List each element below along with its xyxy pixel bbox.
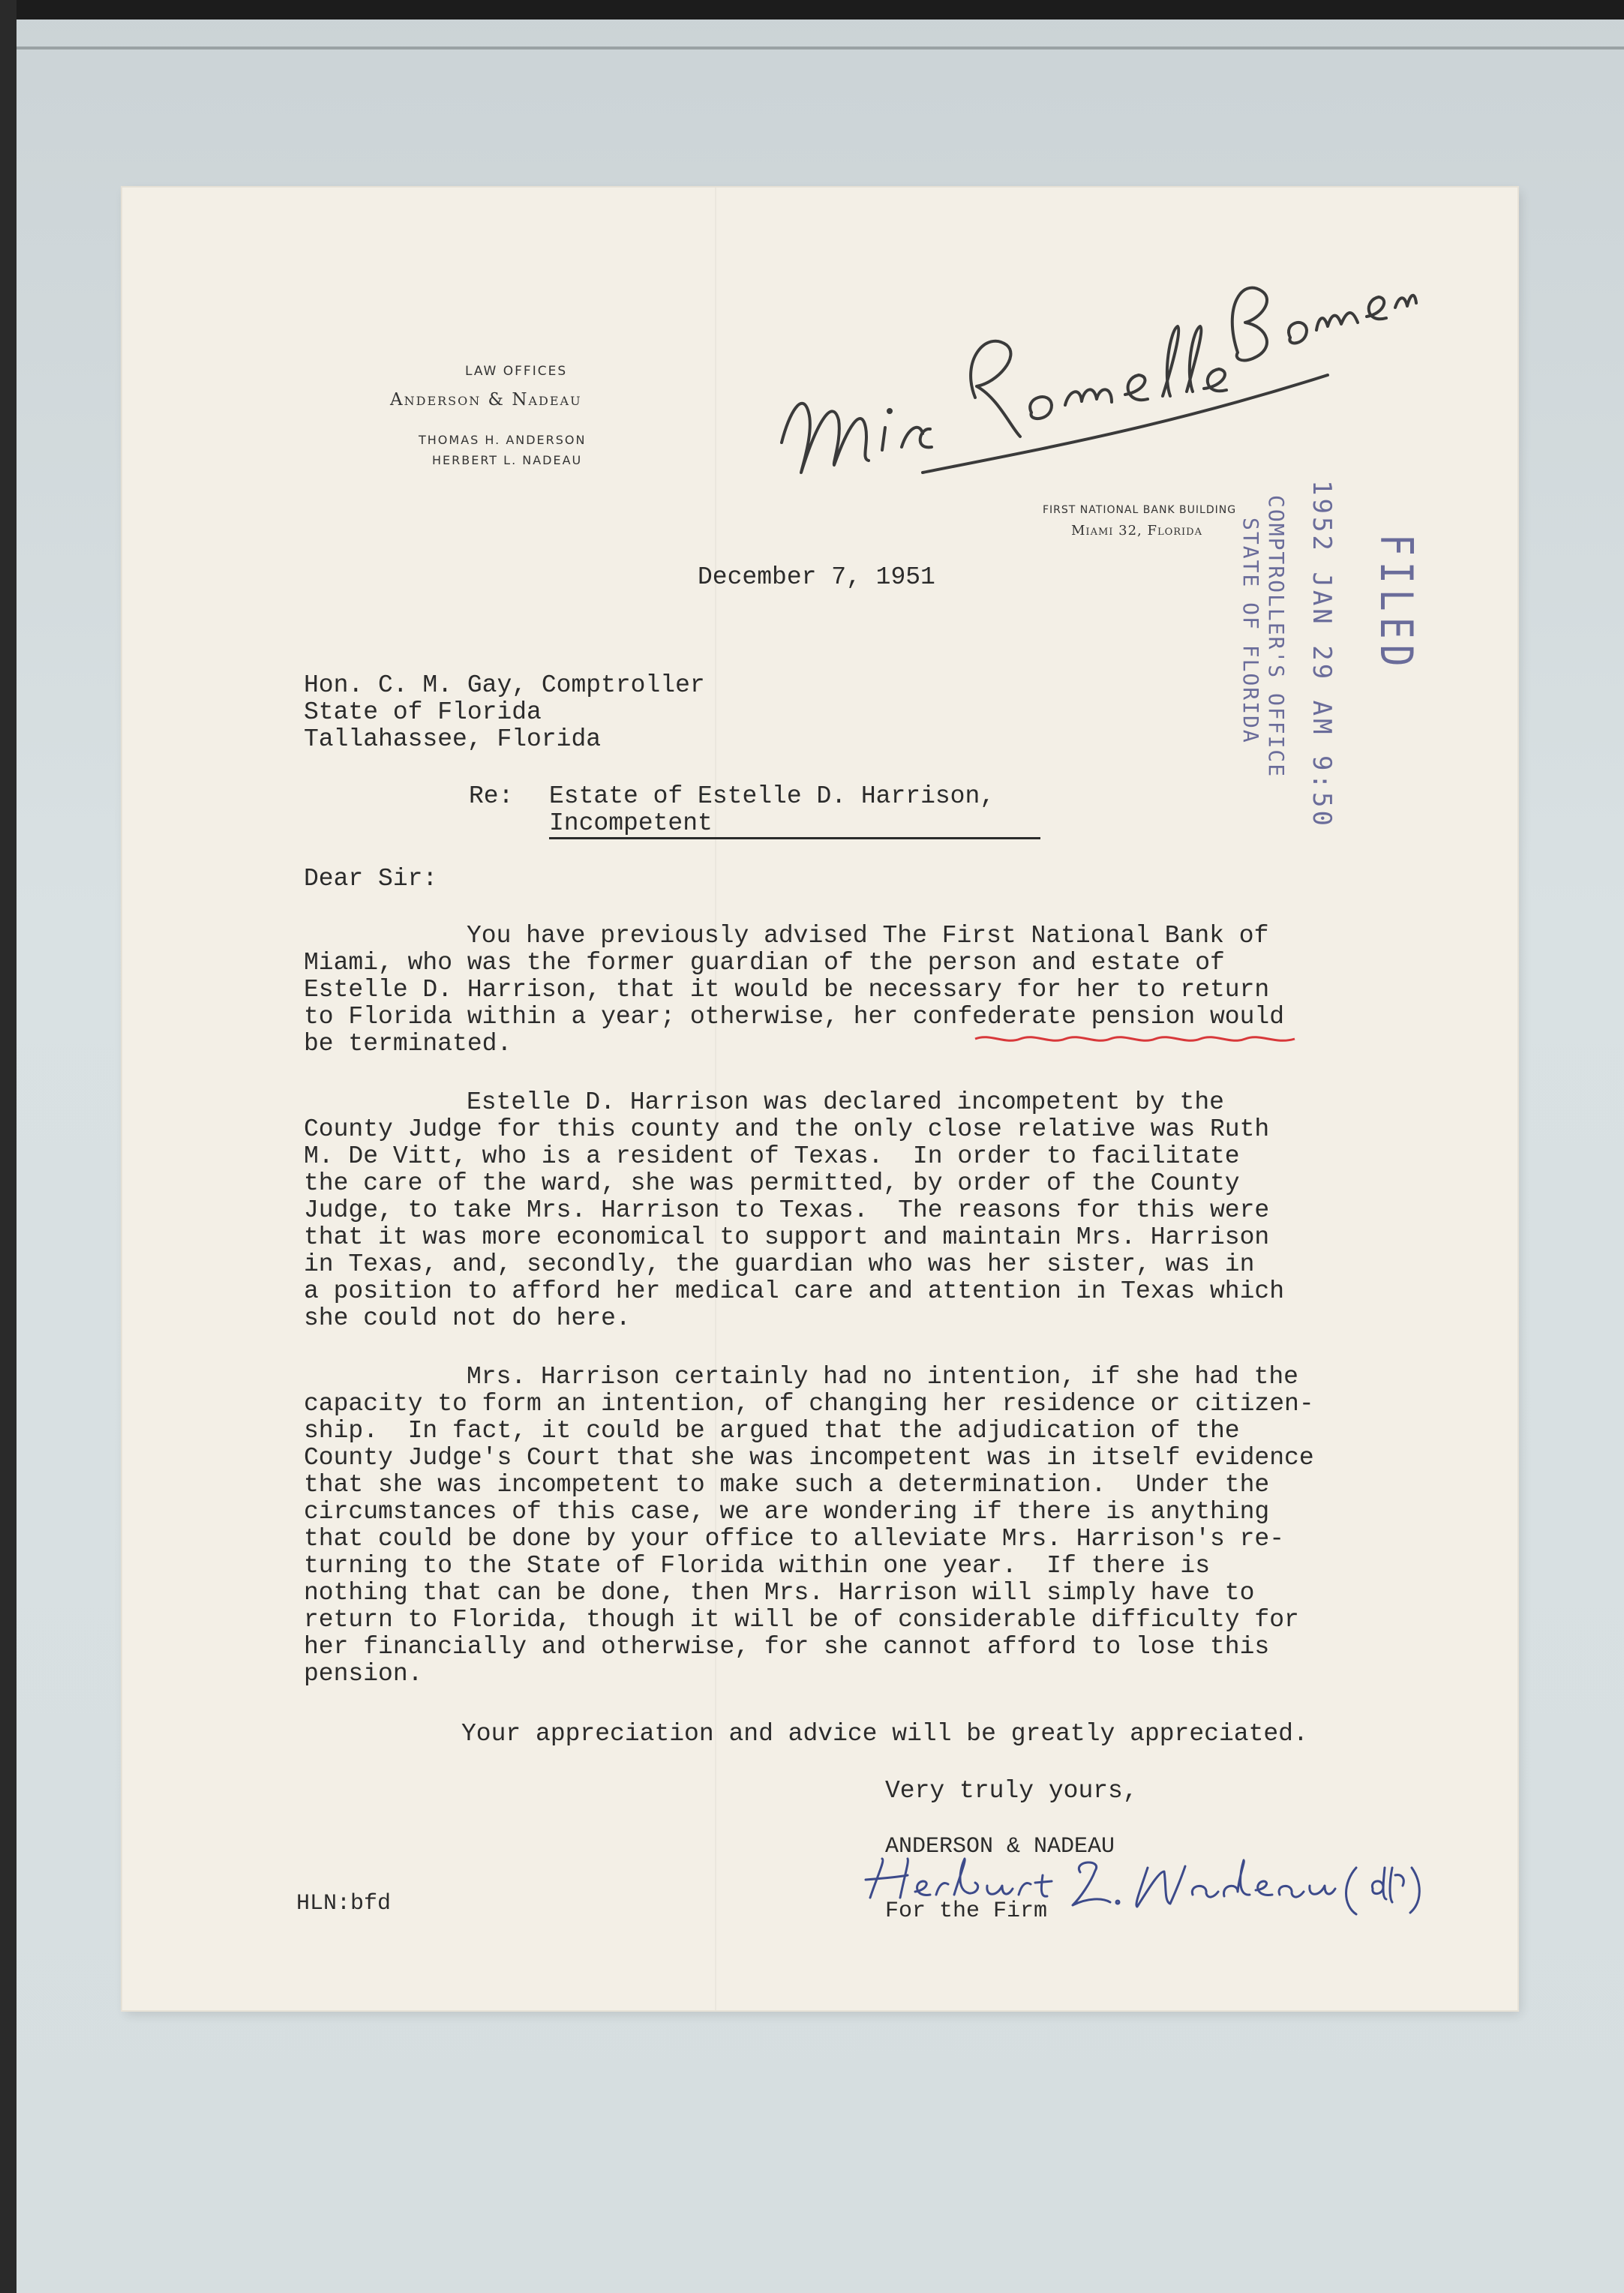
paragraph-3-line: ship. In fact, it could be argued that the adjudication of the (304, 1417, 1240, 1445)
paragraph-3-line: County Judge's Court that she was incompetent was in itself evidence (304, 1444, 1314, 1472)
firm-signature-block: ANDERSON & NADEAU (885, 1834, 1115, 1859)
addressee-line-1: Hon. C. M. Gay, Comptroller (304, 671, 705, 699)
scanner-top-edge (0, 0, 1624, 20)
paragraph-3-line: nothing that can be done, then Mrs. Harrison will simply have to (304, 1579, 1255, 1607)
paragraph-2-line: she could not do here. (304, 1304, 631, 1332)
paragraph-3-line: turning to the State of Florida within one year. If there is (304, 1552, 1210, 1580)
letter-date: December 7, 1951 (698, 563, 935, 591)
paragraph-3-line: circumstances of this case, we are wondering if there is anything (304, 1498, 1270, 1526)
paragraph-2-line: the care of the ward, she was permitted, by order of the County (304, 1169, 1240, 1197)
paragraph-3-line: her financially and otherwise, for she cannot afford to lose this (304, 1633, 1270, 1661)
handwritten-note (773, 225, 1418, 498)
letterhead-partner-2: HERBERT L. NADEAU (432, 453, 583, 467)
paragraph-1-line: Estelle D. Harrison, that it would be necessary for her to return (304, 976, 1270, 1004)
closing-sentence: Your appreciation and advice will be greatly appreciated. (461, 1720, 1308, 1748)
paragraph-3-line: that could be done by your office to alleviate Mrs. Harrison's re- (304, 1525, 1285, 1553)
re-line-1: Estate of Estelle D. Harrison, (549, 782, 995, 810)
addressee-line-2: State of Florida (304, 698, 542, 726)
valediction: Very truly yours, (885, 1777, 1138, 1805)
paragraph-1-line: to Florida within a year; otherwise, her confederate pension would (304, 1003, 1285, 1031)
letterhead-address-line-2: Miami 32, Florida (1071, 523, 1202, 539)
re-line-2: Incompetent (549, 809, 713, 837)
paragraph-2-line: Estelle D. Harrison was declared incompetent by the (467, 1088, 1224, 1116)
paragraph-1-line: Miami, who was the former guardian of the person and estate of (304, 949, 1225, 977)
scanner-guide-line (17, 47, 1624, 50)
letterhead-law-offices: LAW OFFICES (465, 364, 568, 379)
paragraph-2-line: County Judge for this county and the only close relative was Ruth (304, 1115, 1270, 1143)
paragraph-2-line: M. De Vitt, who is a resident of Texas. In order to facilitate (304, 1142, 1240, 1170)
paragraph-2-line: that it was more economical to support and maintain Mrs. Harrison (304, 1223, 1270, 1251)
addressee-line-3: Tallahassee, Florida (304, 725, 602, 753)
paragraph-2-line: Judge, to take Mrs. Harrison to Texas. The reasons for this were (304, 1196, 1270, 1224)
red-pencil-underline (972, 1031, 1302, 1046)
paragraph-2-line: in Texas, and, secondly, the guardian who was her sister, was in (304, 1250, 1255, 1278)
filed-stamp-date: 1952 JAN 29 AM 9:50 (1307, 480, 1337, 829)
filed-stamp-word: FILED (1370, 534, 1422, 673)
filed-stamp-office: COMPTROLLER'S OFFICE (1264, 495, 1289, 779)
letterhead-partner-1: THOMAS H. ANDERSON (419, 433, 587, 447)
letterhead-firm-name: Anderson & Nadeau (390, 390, 582, 410)
salutation: Dear Sir: (304, 865, 438, 893)
paragraph-1-line: be terminated. (304, 1030, 512, 1058)
letterhead-address-line-1: FIRST NATIONAL BANK BUILDING (1043, 504, 1237, 516)
typist-initials: HLN:bfd (296, 1891, 392, 1916)
paragraph-3-line: capacity to form an intention, of changing her residence or citizen- (304, 1390, 1314, 1418)
filed-stamp-state: STATE OF FLORIDA (1238, 518, 1263, 744)
paragraph-3-line: that she was incompetent to make such a determination. Under the (304, 1471, 1270, 1499)
scanner-left-edge (0, 0, 17, 2293)
re-label: Re: (469, 782, 514, 810)
paragraph-3-line: Mrs. Harrison certainly had no intention, if she had the (467, 1363, 1298, 1391)
paragraph-3-line: return to Florida, though it will be of considerable difficulty for (304, 1606, 1299, 1634)
paragraph-1-line: You have previously advised The First National Bank of (467, 922, 1269, 950)
for-the-firm: For the Firm (885, 1898, 1048, 1924)
re-underline (549, 837, 1040, 839)
paragraph-2-line: a position to afford her medical care and attention in Texas which (304, 1277, 1285, 1305)
paragraph-3-line: pension. (304, 1660, 423, 1688)
